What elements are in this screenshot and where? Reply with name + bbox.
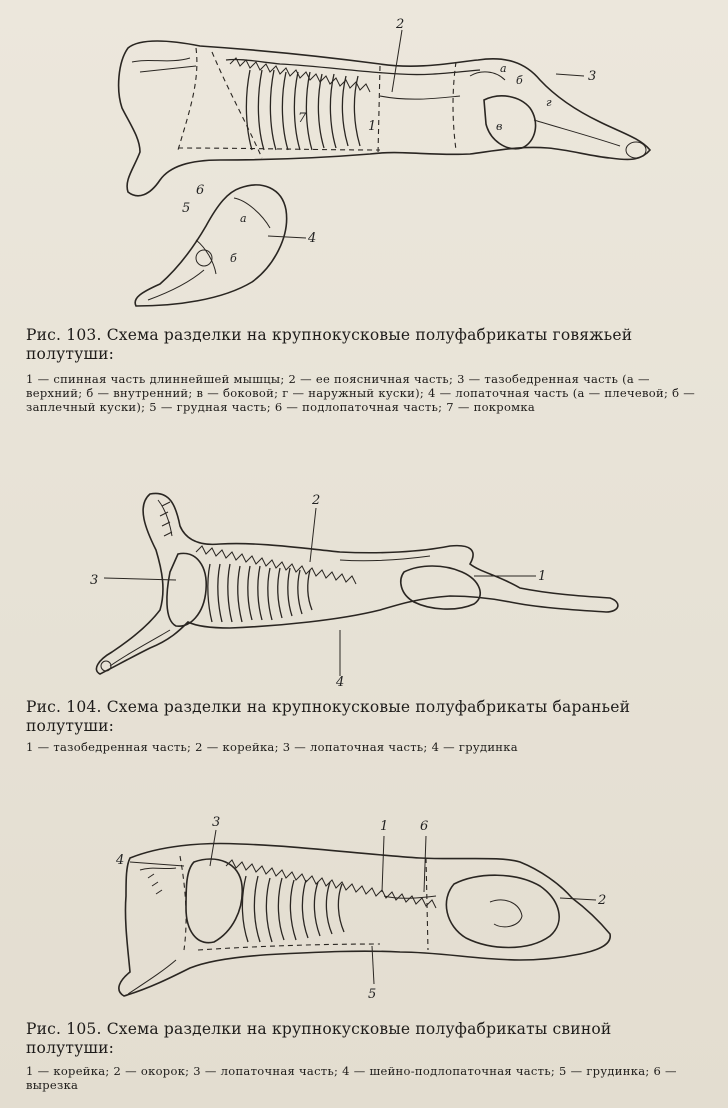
fig103-label-3: 3 bbox=[588, 69, 597, 84]
fig103-label-2: 2 bbox=[396, 17, 405, 32]
fig103-label-b: б bbox=[516, 74, 523, 87]
pork-shoulder-and-ham bbox=[128, 859, 559, 994]
figure-104-lamb-diagram bbox=[0, 480, 728, 690]
beef-ribs bbox=[226, 58, 480, 150]
fig103-label-5: 5 bbox=[182, 201, 191, 216]
fig103-label-v: в bbox=[496, 120, 503, 133]
fig103-label-g: г bbox=[546, 96, 552, 109]
fig103-label-4: 4 bbox=[308, 231, 317, 246]
beef-carcass-outline bbox=[119, 41, 650, 196]
fig103-shoulder-label-a: а bbox=[240, 212, 247, 225]
lamb-carcass-drawing bbox=[0, 480, 728, 690]
fig105-label-1: 1 bbox=[380, 819, 389, 834]
fig103-label-a: а bbox=[500, 62, 507, 75]
figure-103-caption: Рис. 103. Схема разделки на крупнокусковые полуфабрикаты говяжьей полутуши: bbox=[26, 326, 633, 363]
figure-103-legend: 1 — спинная часть длиннейшей мышцы; 2 — ее поясничная часть; 3 — тазобедренная часть (а — верхний; б — внутренний; в — боковой; г — наружный куски); 4 — лопаточная часть (а — плечевой; б — заплечный куски); 5 — грудная часть; 6 — подлопаточная часть; 7 — покромка bbox=[26, 372, 696, 414]
fig104-label-4: 4 bbox=[336, 675, 345, 690]
fig103-label-1: 1 bbox=[368, 119, 377, 134]
figure-104-caption: Рис. 104. Схема разделки на крупнокусковые полуфабрикаты бараньей полутуши: bbox=[26, 698, 631, 735]
fig104-label-2: 2 bbox=[312, 493, 321, 508]
fig105-label-5: 5 bbox=[368, 987, 377, 1002]
beef-shoulder-cut bbox=[135, 185, 286, 306]
fig104-label-1: 1 bbox=[538, 569, 547, 584]
figure-105-legend: 1 — корейка; 2 — окорок; 3 — лопаточная часть; 4 — шейно-подлопаточная часть; 5 — грудинка; 6 — вырезка bbox=[26, 1064, 677, 1092]
beef-carcass-drawing bbox=[0, 0, 728, 320]
beef-hind-leg bbox=[470, 72, 646, 158]
pork-carcass-drawing bbox=[0, 800, 728, 1016]
fig104-label-3: 3 bbox=[90, 573, 99, 588]
pork-ribs bbox=[226, 860, 436, 942]
figure-105-pork-diagram bbox=[0, 800, 728, 1016]
figure-103-beef-diagram bbox=[0, 0, 728, 320]
fig105-label-3: 3 bbox=[212, 815, 221, 830]
lamb-ribs bbox=[196, 546, 430, 622]
fig105-label-6: 6 bbox=[420, 819, 429, 834]
pork-carcass-outline bbox=[119, 844, 610, 996]
fig105-label-2: 2 bbox=[598, 893, 607, 908]
fig105-label-4: 4 bbox=[116, 853, 125, 868]
figure-105-caption: Рис. 105. Схема разделки на крупнокусковые полуфабрикаты свиной полутуши: bbox=[26, 1020, 612, 1057]
fig103-label-6: 6 bbox=[196, 183, 205, 198]
fig103-label-7: 7 bbox=[298, 111, 307, 126]
beef-leader-lines bbox=[268, 30, 584, 238]
figure-104-legend: 1 — тазобедренная часть; 2 — корейка; 3 — лопаточная часть; 4 — грудинка bbox=[26, 740, 518, 754]
fig103-shoulder-label-b: б bbox=[230, 252, 237, 265]
